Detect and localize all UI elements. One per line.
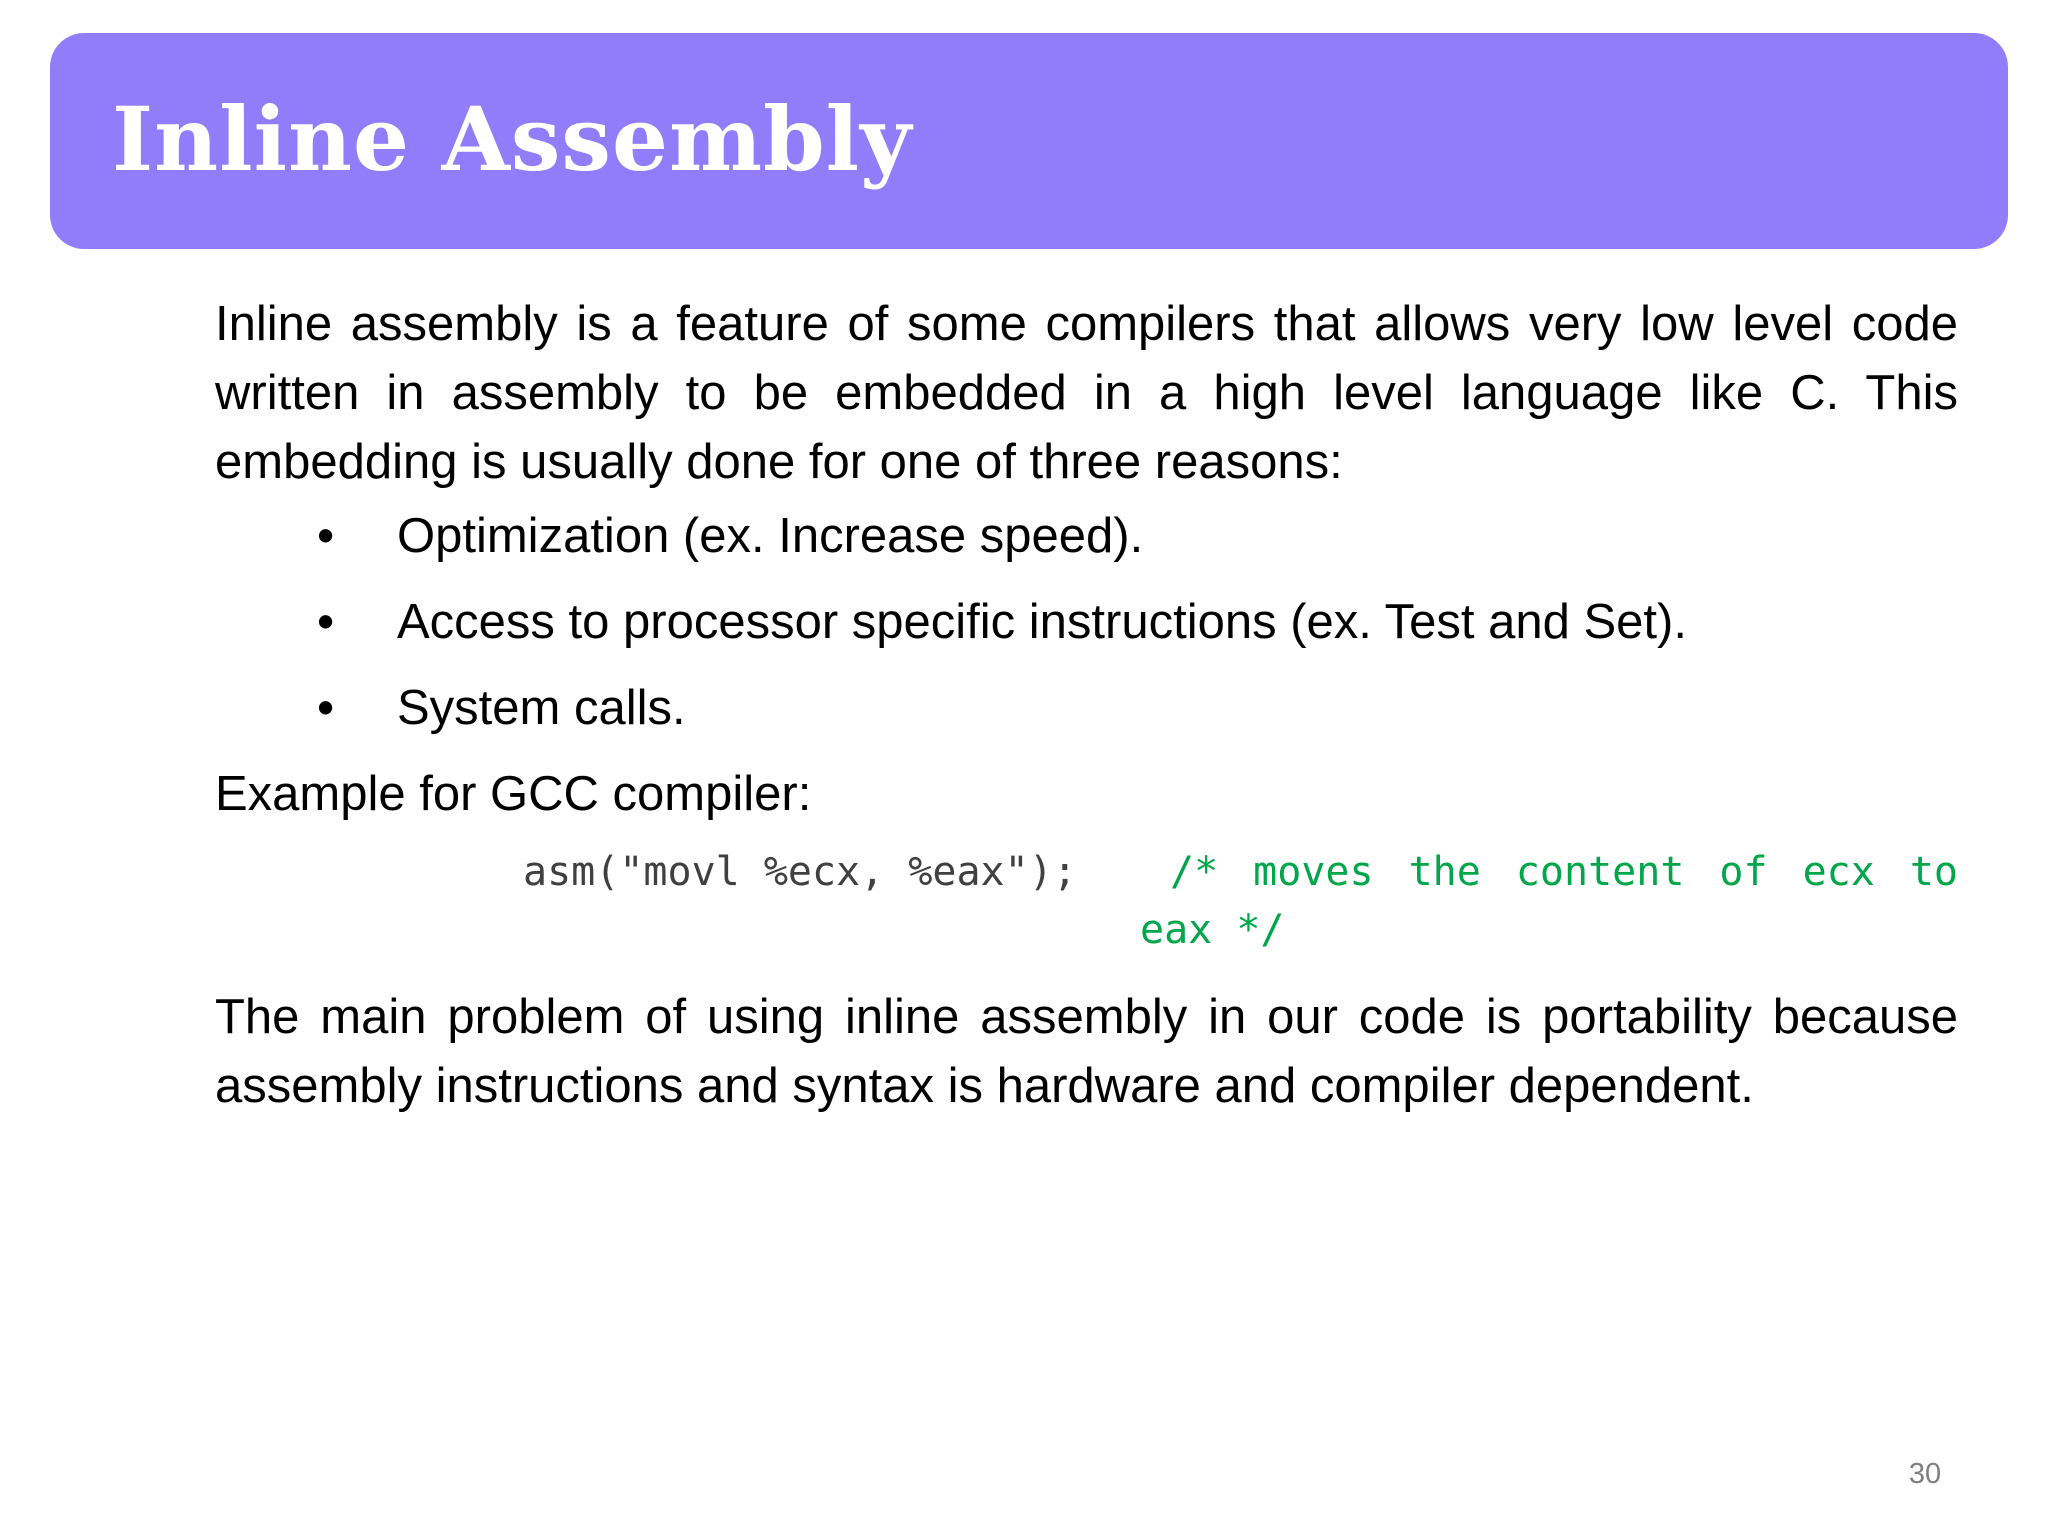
- list-item: [215, 674, 1958, 743]
- code-statement: asm("movl %ecx, %eax");: [523, 849, 1077, 895]
- title-bar: [50, 33, 2008, 249]
- list-item: [215, 502, 1958, 571]
- slide-body: [215, 290, 1958, 1121]
- bullet-icon: •: [317, 509, 335, 563]
- list-item: [215, 588, 1958, 657]
- code-snippet: [215, 843, 1958, 983]
- bullet-text: Optimization (ex. Increase speed).: [397, 509, 1144, 563]
- reasons-list: [215, 502, 1958, 743]
- page-number: 30: [1908, 1458, 1942, 1490]
- example-label: Example for GCC compiler:: [215, 767, 812, 821]
- slide-title: Inline Assembly: [112, 87, 913, 192]
- code-comment-line-1: /* moves the content of ecx to: [1170, 849, 1958, 895]
- bullet-text: Access to processor specific instructions (ex. Test and Set).: [397, 595, 1687, 649]
- conclusion-paragraph: The main problem of using inline assembly in our code is portability because assembly instructions and syntax is hardware and compiler dependent.: [215, 990, 1958, 1113]
- intro-paragraph: Inline assembly is a feature of some compilers that allows very low level code written in assembly to be embedded in a high level language like C. This embedding is usually done for one of three reasons:: [215, 297, 1958, 489]
- bullet-icon: •: [317, 595, 335, 649]
- code-comment-line-2: eax */: [1140, 907, 1285, 953]
- bullet-text: System calls.: [397, 681, 686, 735]
- bullet-icon: •: [317, 681, 335, 735]
